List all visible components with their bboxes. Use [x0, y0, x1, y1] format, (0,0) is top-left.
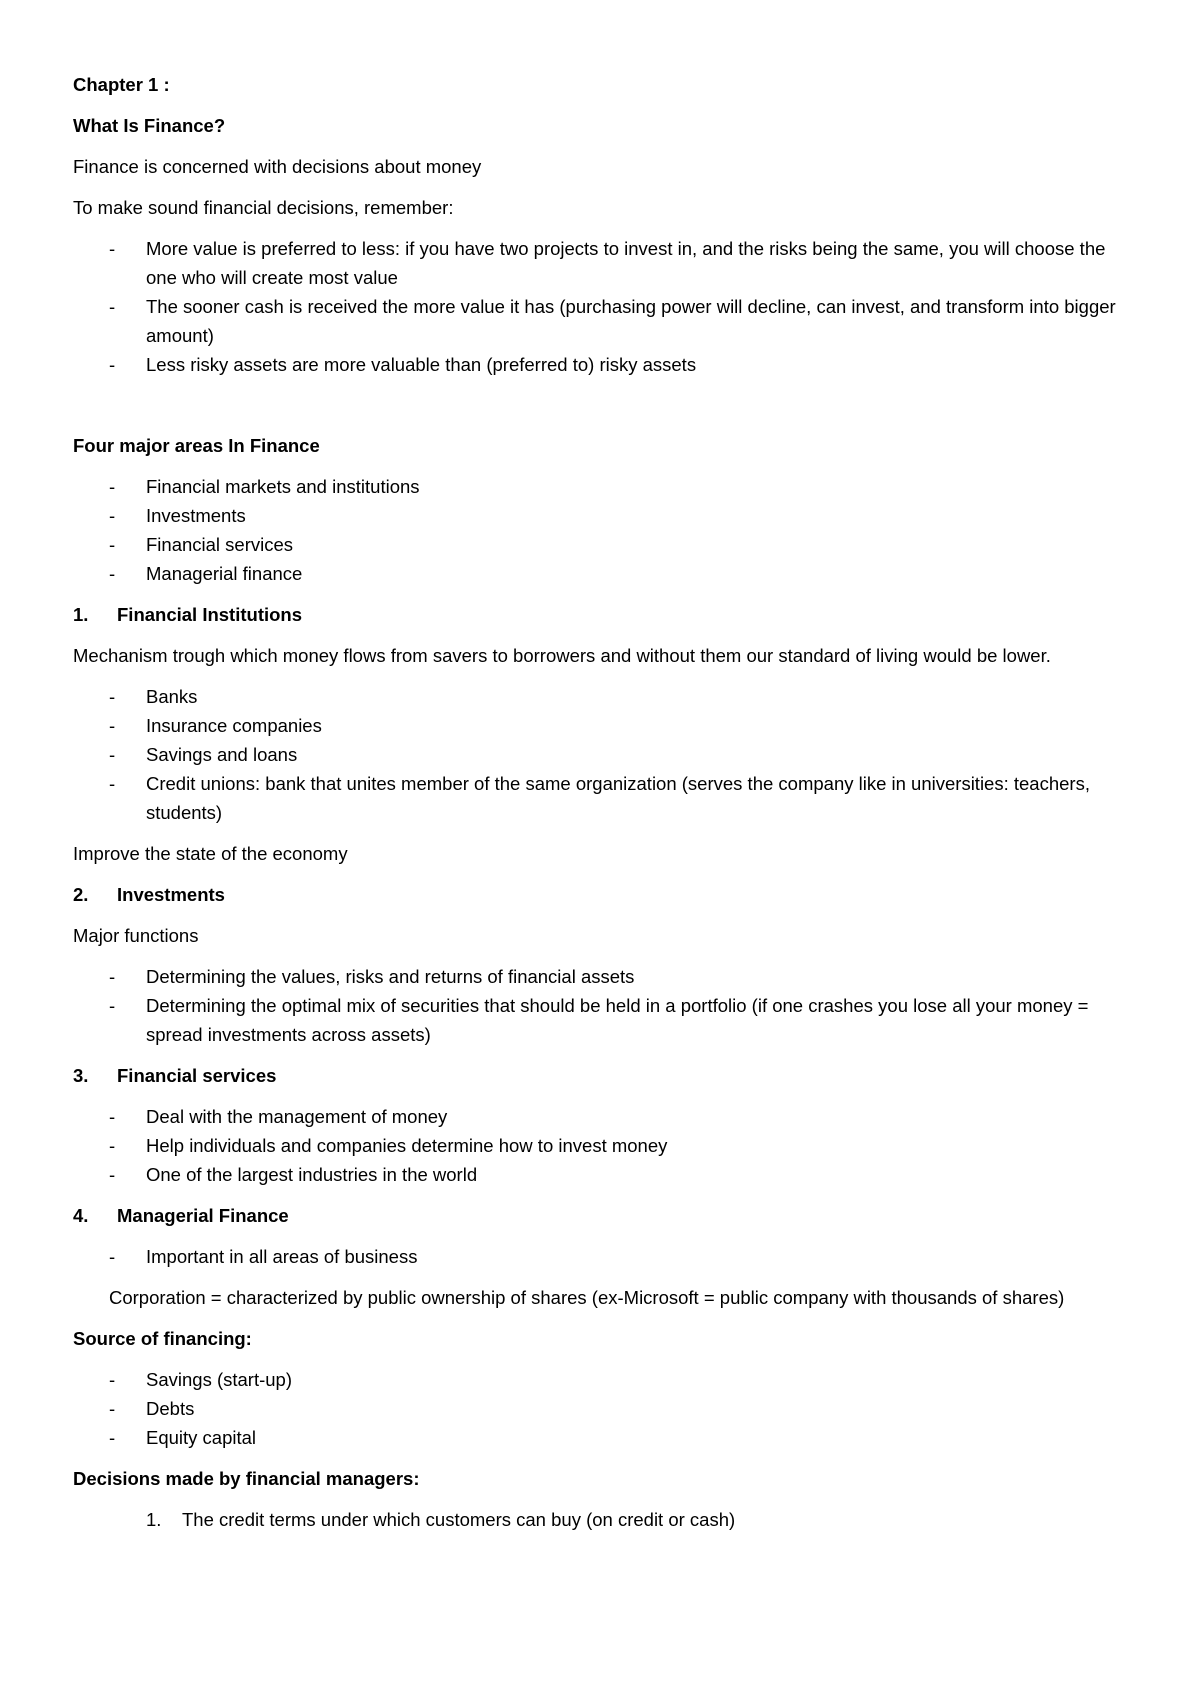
list-item-text: Determining the optimal mix of securities that should be held in a portfolio (if one crashes you lose all your money = spread investments across assets) [146, 995, 1089, 1045]
dash-bullet: - [109, 1106, 116, 1127]
list-item-text: One of the largest industries in the world [146, 1164, 478, 1185]
dash-bullet: - [109, 296, 116, 317]
dash-bullet: - [109, 476, 116, 497]
dash-bullet: - [109, 354, 116, 375]
dash-bullet: - [109, 1164, 116, 1185]
dash-bullet: - [109, 1369, 116, 1390]
list-item-text: Savings and loans [146, 744, 298, 765]
list-item-text: The sooner cash is received the more value it has (purchasing power will decline, can invest, and transform into bigger amount) [146, 296, 1116, 346]
dash-bullet: - [109, 1246, 116, 1267]
list-item-text: Financial markets and institutions [146, 476, 420, 497]
list-item-text: Debts [146, 1398, 195, 1419]
list-item [73, 1131, 1120, 1160]
list-item-text: Managerial finance [146, 563, 303, 584]
list-item [73, 1423, 1120, 1452]
list-item [73, 1505, 1120, 1534]
section-heading-decisions: Decisions made by financial managers: [73, 1468, 420, 1489]
list-item [73, 682, 1120, 711]
list-item [73, 501, 1120, 530]
list-item-text: Banks [146, 686, 198, 707]
paragraph: Improve the state of the economy [73, 843, 348, 864]
dash-bullet: - [109, 995, 116, 1016]
section-heading-text: Financial services [117, 1065, 277, 1086]
list-item-text: The credit terms under which customers can buy (on credit or cash) [182, 1509, 736, 1530]
dash-bullet: - [109, 1427, 116, 1448]
list-item-text: Investments [146, 505, 246, 526]
list-item [73, 350, 1120, 379]
list-item [73, 1242, 1120, 1271]
dash-bullet: - [109, 505, 116, 526]
section-heading-managerial-finance [73, 1201, 1120, 1230]
list-item [73, 769, 1120, 827]
dash-bullet: - [109, 238, 116, 259]
list-item [73, 1365, 1120, 1394]
dash-bullet: - [109, 715, 116, 736]
list-item-text: Equity capital [146, 1427, 257, 1448]
list-item-text: Financial services [146, 534, 294, 555]
paragraph: Mechanism trough which money flows from savers to borrowers and without them our standard of living would be lower. [73, 645, 1051, 666]
list-item-text: Important in all areas of business [146, 1246, 418, 1267]
dash-bullet: - [109, 686, 116, 707]
bullet-list [73, 962, 1120, 1049]
chapter-title: Chapter 1 : [73, 74, 170, 95]
list-item [73, 962, 1120, 991]
bullet-list [73, 1242, 1120, 1271]
section-heading-text: Financial Institutions [117, 604, 303, 625]
list-item-text: Less risky assets are more valuable than (preferred to) risky assets [146, 354, 697, 375]
section-heading-financial-services [73, 1061, 1120, 1090]
dash-bullet: - [109, 1135, 116, 1156]
list-item-text: Help individuals and companies determine how to invest money [146, 1135, 668, 1156]
list-item [73, 292, 1120, 350]
blank-line [73, 391, 1120, 431]
list-item-text: Determining the values, risks and returns of financial assets [146, 966, 635, 987]
list-item-text: More value is preferred to less: if you have two projects to invest in, and the risks being the same, you will choose the one who will create most value [146, 238, 1106, 288]
bullet-list [73, 1365, 1120, 1452]
list-item [73, 1394, 1120, 1423]
list-item-text: Deal with the management of money [146, 1106, 448, 1127]
list-item [73, 234, 1120, 292]
dash-bullet: - [109, 563, 116, 584]
paragraph: Finance is concerned with decisions about money [73, 156, 482, 177]
list-item [73, 740, 1120, 769]
list-item [73, 711, 1120, 740]
numbered-list [73, 1505, 1120, 1534]
section-heading-text: Investments [117, 884, 225, 905]
dash-bullet: - [109, 1398, 116, 1419]
list-item [73, 1160, 1120, 1189]
section-heading-four-areas: Four major areas In Finance [73, 435, 320, 456]
dash-bullet: - [109, 773, 116, 794]
section-number: 4. [73, 1205, 89, 1226]
dash-bullet: - [109, 744, 116, 765]
section-heading-investments [73, 880, 1120, 909]
list-item [73, 530, 1120, 559]
section-number: 1. [73, 604, 89, 625]
bullet-list [73, 234, 1120, 379]
dash-bullet: - [109, 966, 116, 987]
list-item [73, 991, 1120, 1049]
indented-paragraph: Corporation = characterized by public ownership of shares (ex-Microsoft = public company with thousands of shares) [109, 1287, 1065, 1308]
list-item [73, 559, 1120, 588]
dash-bullet: - [109, 534, 116, 555]
section-heading-financial-institutions [73, 600, 1120, 629]
list-item-text: Savings (start-up) [146, 1369, 292, 1390]
section-heading-text: Managerial Finance [117, 1205, 289, 1226]
section-number: 2. [73, 884, 89, 905]
section-heading-source-of-financing: Source of financing: [73, 1328, 252, 1349]
paragraph: Major functions [73, 925, 199, 946]
list-item-text: Insurance companies [146, 715, 322, 736]
list-item [73, 1102, 1120, 1131]
list-number: 1. [146, 1509, 162, 1530]
bullet-list [73, 682, 1120, 827]
section-heading-what-is-finance: What Is Finance? [73, 115, 226, 136]
list-item-text: Credit unions: bank that unites member of the same organization (serves the company like in universities: teachers, students) [146, 773, 1090, 823]
list-item [73, 472, 1120, 501]
bullet-list [73, 1102, 1120, 1189]
bullet-list [73, 472, 1120, 588]
paragraph: To make sound financial decisions, remember: [73, 197, 454, 218]
section-number: 3. [73, 1065, 89, 1086]
